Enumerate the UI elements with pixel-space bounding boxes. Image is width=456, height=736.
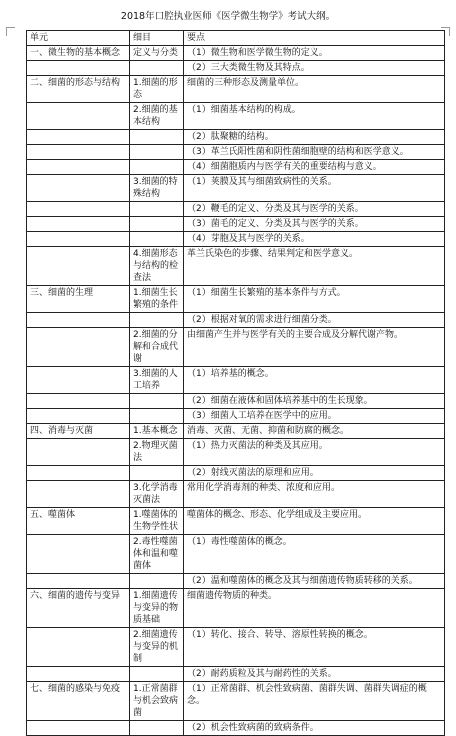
cell-unit — [27, 202, 130, 217]
cell-item — [130, 394, 184, 409]
cell-unit: 二、细菌的形态与结构 — [27, 76, 130, 103]
cell-point: （2）机会性致病菌的致病条件。 — [184, 721, 445, 736]
table-row — [27, 682, 445, 721]
cell-unit — [27, 217, 130, 232]
cell-unit — [27, 160, 130, 175]
cell-item — [130, 574, 184, 589]
table-row — [27, 424, 445, 439]
cell-unit — [27, 61, 130, 76]
table-row — [27, 232, 445, 247]
table-row — [27, 439, 445, 466]
cell-item: 2.细菌的分解和合成代谢 — [130, 328, 184, 367]
cell-item: 2.细菌遗传与变异的机制 — [130, 628, 184, 667]
cell-unit — [27, 721, 130, 736]
table-row — [27, 175, 445, 202]
table-row — [27, 313, 445, 328]
cell-point: （2）三大类微生物及其特点。 — [184, 61, 445, 76]
table-row — [27, 394, 445, 409]
table-row — [27, 247, 445, 286]
cell-item — [130, 721, 184, 736]
cell-unit: 七、细菌的感染与免疫 — [27, 682, 130, 721]
cell-item: 1.细菌遗传与变异的物质基础 — [130, 589, 184, 628]
cell-point: （2）耐药质粒及其与耐药性的关系。 — [184, 667, 445, 682]
cell-unit: 一、微生物的基本概念 — [27, 46, 130, 61]
cell-point: 细菌的三种形态及测量单位。 — [184, 76, 445, 103]
cell-unit — [27, 409, 130, 424]
cell-item: 3.细菌的人工培养 — [130, 367, 184, 394]
cell-point: （2）肽聚糖的结构。 — [184, 130, 445, 145]
header-unit: 单元 — [27, 31, 130, 46]
corner-mark-left — [6, 27, 15, 36]
cell-unit — [27, 313, 130, 328]
table-row — [27, 481, 445, 508]
cell-item: 3.化学消毒灭菌法 — [130, 481, 184, 508]
table-row — [27, 130, 445, 145]
cell-unit — [27, 628, 130, 667]
cell-point: 由细菌产生并与医学有关的主要合成及分解代谢产物。 — [184, 328, 445, 367]
cell-unit — [27, 232, 130, 247]
cell-point: （2）根据对氧的需求进行细菌分类。 — [184, 313, 445, 328]
table-row — [27, 721, 445, 736]
cell-unit — [27, 247, 130, 286]
cell-item — [130, 160, 184, 175]
cell-item — [130, 145, 184, 160]
cell-point: （1）微生物和医学微生物的定义。 — [184, 46, 445, 61]
cell-point: （1）培养基的概念。 — [184, 367, 445, 394]
cell-unit — [27, 667, 130, 682]
cell-item — [130, 217, 184, 232]
cell-item — [130, 466, 184, 481]
table-row — [27, 409, 445, 424]
table-row — [27, 46, 445, 61]
cell-unit: 五、噬菌体 — [27, 508, 130, 535]
table-row — [27, 367, 445, 394]
table-row — [27, 286, 445, 313]
cell-item: 2.细菌的基本结构 — [130, 103, 184, 130]
cell-item: 4.细菌形态与结构的检查法 — [130, 247, 184, 286]
cell-point: （1）荚膜及其与细菌致病性的关系。 — [184, 175, 445, 202]
table-row — [27, 202, 445, 217]
table-row — [27, 574, 445, 589]
cell-item — [130, 61, 184, 76]
cell-item: 2.毒性噬菌体和温和噬菌体 — [130, 535, 184, 574]
cell-item — [130, 313, 184, 328]
cell-point: 革兰氏染色的步骤、结果判定和医学意义。 — [184, 247, 445, 286]
document-title: 2018年口腔执业医师《医学微生物学》考试大纲。 — [120, 11, 336, 22]
cell-point: （3）细菌人工培养在医学中的应用。 — [184, 409, 445, 424]
cell-unit — [27, 439, 130, 466]
cell-point: （1）细菌基本结构的构成。 — [184, 103, 445, 130]
table-row — [27, 217, 445, 232]
cell-unit — [27, 130, 130, 145]
table-row — [27, 535, 445, 574]
cell-unit — [27, 367, 130, 394]
cell-point: （3）菌毛的定义、分类及其与医学的关系。 — [184, 217, 445, 232]
cell-unit: 六、细菌的遗传与变异 — [27, 589, 130, 628]
cell-item: 1.细菌的形态 — [130, 76, 184, 103]
cell-item: 1.噬菌体的生物学性状 — [130, 508, 184, 535]
table-row — [27, 628, 445, 667]
cell-point: （1）毒性噬菌体的概念。 — [184, 535, 445, 574]
cell-point: 细菌遗传物质的种类。 — [184, 589, 445, 628]
table-row — [27, 328, 445, 367]
cell-item — [130, 130, 184, 145]
cell-point: （4）芽胞及其与医学的关系。 — [184, 232, 445, 247]
header-item: 细目 — [130, 31, 184, 46]
cell-item: 3.细菌的特殊结构 — [130, 175, 184, 202]
cell-item: 1.细菌生长繁殖的条件 — [130, 286, 184, 313]
cell-point: 噬菌体的概念、形态、化学组成及主要应用。 — [184, 508, 445, 535]
cell-unit — [27, 574, 130, 589]
cell-point: （2）鞭毛的定义、分类及其与医学的关系。 — [184, 202, 445, 217]
cell-unit — [27, 394, 130, 409]
cell-unit — [27, 328, 130, 367]
table-header-row — [27, 31, 445, 46]
cell-point: （2）细菌在液体和固体培养基中的生长现象。 — [184, 394, 445, 409]
table-row — [27, 145, 445, 160]
cell-unit — [27, 466, 130, 481]
cell-item: 2.物理灭菌法 — [130, 439, 184, 466]
cell-item: 1.基本概念 — [130, 424, 184, 439]
table-row — [27, 667, 445, 682]
cell-point: （1）转化、接合、转导、溶原性转换的概念。 — [184, 628, 445, 667]
table-row — [27, 61, 445, 76]
table-row — [27, 160, 445, 175]
cell-item — [130, 409, 184, 424]
table-row — [27, 76, 445, 103]
cell-unit — [27, 481, 130, 508]
cell-point: （1）细菌生长繁殖的基本条件与方式。 — [184, 286, 445, 313]
table-row — [27, 508, 445, 535]
cell-unit — [27, 535, 130, 574]
cell-point: （4）细菌胞质内与医学有关的重要结构与意义。 — [184, 160, 445, 175]
cell-item: 定义与分类 — [130, 46, 184, 61]
cell-unit: 三、细菌的生理 — [27, 286, 130, 313]
table-row — [27, 589, 445, 628]
cell-unit: 四、消毒与灭菌 — [27, 424, 130, 439]
table-row — [27, 103, 445, 130]
cell-point: （2）温和噬菌体的概念及其与细菌遗传物质转移的关系。 — [184, 574, 445, 589]
syllabus-table — [26, 30, 445, 736]
cell-unit — [27, 103, 130, 130]
cell-point: 常用化学消毒剂的种类、浓度和应用。 — [184, 481, 445, 508]
cell-unit — [27, 175, 130, 202]
table-row — [27, 466, 445, 481]
cell-item: 1.正常菌群与机会致病菌 — [130, 682, 184, 721]
cell-point: （1）热力灭菌法的种类及其应用。 — [184, 439, 445, 466]
cell-point: 消毒、灭菌、无菌、抑菌和防腐的概念。 — [184, 424, 445, 439]
cell-item — [130, 667, 184, 682]
cell-item — [130, 202, 184, 217]
cell-point: （3）革兰氏阳性菌和阴性菌细胞壁的结构和医学意义。 — [184, 145, 445, 160]
cell-unit — [27, 145, 130, 160]
header-point: 要点 — [184, 31, 445, 46]
cell-point: （1）正常菌群、机会性致病菌、菌群失调、菌群失调症的概念。 — [184, 682, 445, 721]
cell-point: （2）射线灭菌法的原理和应用。 — [184, 466, 445, 481]
cell-item — [130, 232, 184, 247]
